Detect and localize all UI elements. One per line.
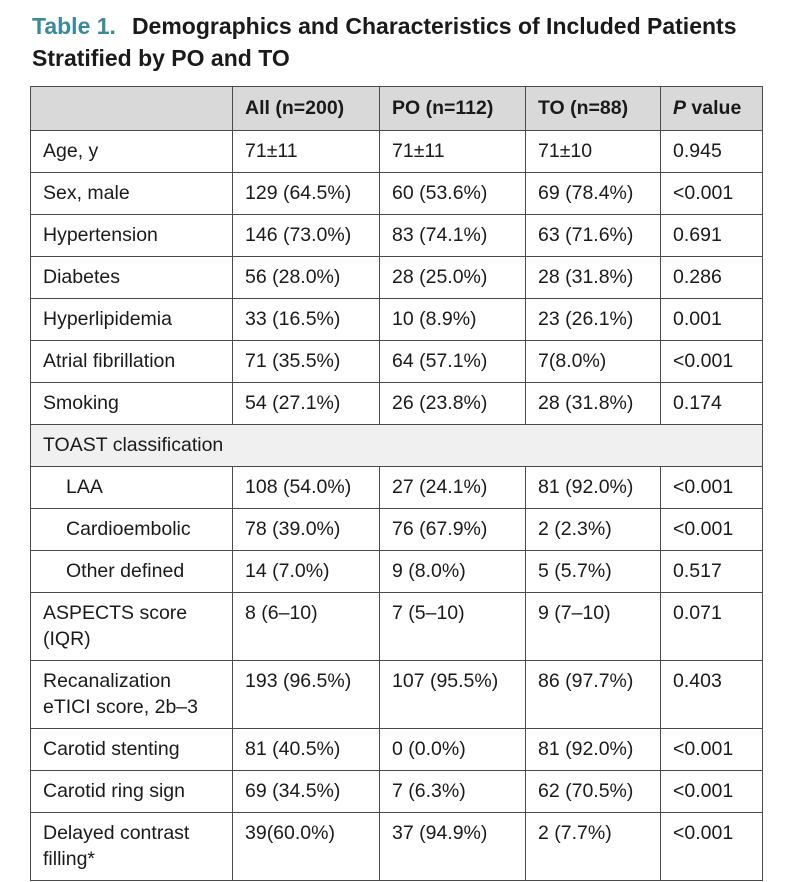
row-label: Hypertension bbox=[31, 215, 233, 257]
cell-po: 26 (23.8%) bbox=[380, 383, 526, 425]
row-label: LAA bbox=[31, 467, 233, 509]
cell-p: <0.001 bbox=[661, 173, 763, 215]
cell-po: 10 (8.9%) bbox=[380, 299, 526, 341]
cell-to: 63 (71.6%) bbox=[526, 215, 661, 257]
header-to: TO (n=88) bbox=[526, 87, 661, 131]
cell-all: 69 (34.5%) bbox=[233, 771, 380, 813]
cell-po: 0 (0.0%) bbox=[380, 729, 526, 771]
header-p-value bbox=[661, 87, 763, 131]
cell-p: 0.071 bbox=[661, 593, 763, 661]
cell-p: <0.001 bbox=[661, 509, 763, 551]
header-po: PO (n=112) bbox=[380, 87, 526, 131]
table-row bbox=[31, 813, 763, 881]
cell-po: 60 (53.6%) bbox=[380, 173, 526, 215]
table-row bbox=[31, 509, 763, 551]
header-empty bbox=[31, 87, 233, 131]
cell-all: 71±11 bbox=[233, 131, 380, 173]
cell-to: 28 (31.8%) bbox=[526, 383, 661, 425]
row-label: Carotid stenting bbox=[31, 729, 233, 771]
cell-to: 7(8.0%) bbox=[526, 341, 661, 383]
cell-to: 62 (70.5%) bbox=[526, 771, 661, 813]
row-label: Carotid ring sign bbox=[31, 771, 233, 813]
row-label: Other defined bbox=[31, 551, 233, 593]
cell-to: 28 (31.8%) bbox=[526, 257, 661, 299]
cell-po: 7 (6.3%) bbox=[380, 771, 526, 813]
table-title bbox=[32, 10, 772, 74]
table-row bbox=[31, 215, 763, 257]
cell-p: 0.403 bbox=[661, 661, 763, 729]
cell-p: 0.286 bbox=[661, 257, 763, 299]
cell-all: 146 (73.0%) bbox=[233, 215, 380, 257]
table-row bbox=[31, 661, 763, 729]
section-label: TOAST classification bbox=[31, 425, 763, 467]
cell-p: 0.001 bbox=[661, 299, 763, 341]
row-label: Age, y bbox=[31, 131, 233, 173]
cell-all: 129 (64.5%) bbox=[233, 173, 380, 215]
cell-po: 27 (24.1%) bbox=[380, 467, 526, 509]
table-row bbox=[31, 341, 763, 383]
cell-to: 69 (78.4%) bbox=[526, 173, 661, 215]
cell-p: 0.517 bbox=[661, 551, 763, 593]
table-row bbox=[31, 299, 763, 341]
cell-p: <0.001 bbox=[661, 729, 763, 771]
cell-all: 33 (16.5%) bbox=[233, 299, 380, 341]
cell-p: 0.945 bbox=[661, 131, 763, 173]
cell-to: 86 (97.7%) bbox=[526, 661, 661, 729]
row-label: Cardioembolic bbox=[31, 509, 233, 551]
table-row bbox=[31, 771, 763, 813]
cell-all: 54 (27.1%) bbox=[233, 383, 380, 425]
cell-to: 81 (92.0%) bbox=[526, 467, 661, 509]
cell-to: 2 (7.7%) bbox=[526, 813, 661, 881]
row-label: Delayed contrast filling* bbox=[31, 813, 233, 881]
cell-to: 2 (2.3%) bbox=[526, 509, 661, 551]
cell-po: 9 (8.0%) bbox=[380, 551, 526, 593]
cell-all: 56 (28.0%) bbox=[233, 257, 380, 299]
table-row bbox=[31, 173, 763, 215]
cell-po: 76 (67.9%) bbox=[380, 509, 526, 551]
cell-all: 108 (54.0%) bbox=[233, 467, 380, 509]
header-all: All (n=200) bbox=[233, 87, 380, 131]
cell-to: 71±10 bbox=[526, 131, 661, 173]
row-label: ASPECTS score (IQR) bbox=[31, 593, 233, 661]
row-label: Sex, male bbox=[31, 173, 233, 215]
cell-po: 83 (74.1%) bbox=[380, 215, 526, 257]
cell-p: 0.174 bbox=[661, 383, 763, 425]
cell-all: 8 (6–10) bbox=[233, 593, 380, 661]
cell-p: <0.001 bbox=[661, 341, 763, 383]
cell-po: 28 (25.0%) bbox=[380, 257, 526, 299]
row-label: Recanalization eTICI score, 2b–3 bbox=[31, 661, 233, 729]
row-label: Smoking bbox=[31, 383, 233, 425]
cell-all: 81 (40.5%) bbox=[233, 729, 380, 771]
header-p-italic: P bbox=[673, 97, 687, 119]
section-row-toast bbox=[31, 425, 763, 467]
row-label: Hyperlipidemia bbox=[31, 299, 233, 341]
cell-p: <0.001 bbox=[661, 467, 763, 509]
cell-all: 71 (35.5%) bbox=[233, 341, 380, 383]
cell-po: 64 (57.1%) bbox=[380, 341, 526, 383]
table-row bbox=[31, 551, 763, 593]
table-row bbox=[31, 131, 763, 173]
row-label: Diabetes bbox=[31, 257, 233, 299]
table-header-row bbox=[31, 87, 763, 131]
table-row bbox=[31, 593, 763, 661]
cell-to: 23 (26.1%) bbox=[526, 299, 661, 341]
cell-to: 5 (5.7%) bbox=[526, 551, 661, 593]
cell-all: 39(60.0%) bbox=[233, 813, 380, 881]
cell-po: 107 (95.5%) bbox=[380, 661, 526, 729]
cell-po: 71±11 bbox=[380, 131, 526, 173]
table-caption: Demographics and Characteristics of Included Patients Stratified by PO and TO bbox=[32, 13, 737, 71]
header-p-rest: value bbox=[686, 97, 742, 119]
cell-to: 9 (7–10) bbox=[526, 593, 661, 661]
demographics-table bbox=[30, 86, 763, 881]
cell-p: <0.001 bbox=[661, 813, 763, 881]
table-number: Table 1. bbox=[32, 13, 116, 39]
cell-p: <0.001 bbox=[661, 771, 763, 813]
table-row bbox=[31, 467, 763, 509]
cell-all: 193 (96.5%) bbox=[233, 661, 380, 729]
cell-all: 14 (7.0%) bbox=[233, 551, 380, 593]
cell-to: 81 (92.0%) bbox=[526, 729, 661, 771]
cell-p: 0.691 bbox=[661, 215, 763, 257]
table-row bbox=[31, 383, 763, 425]
row-label: Atrial fibrillation bbox=[31, 341, 233, 383]
table-row bbox=[31, 257, 763, 299]
cell-all: 78 (39.0%) bbox=[233, 509, 380, 551]
cell-po: 37 (94.9%) bbox=[380, 813, 526, 881]
cell-po: 7 (5–10) bbox=[380, 593, 526, 661]
table-row bbox=[31, 729, 763, 771]
